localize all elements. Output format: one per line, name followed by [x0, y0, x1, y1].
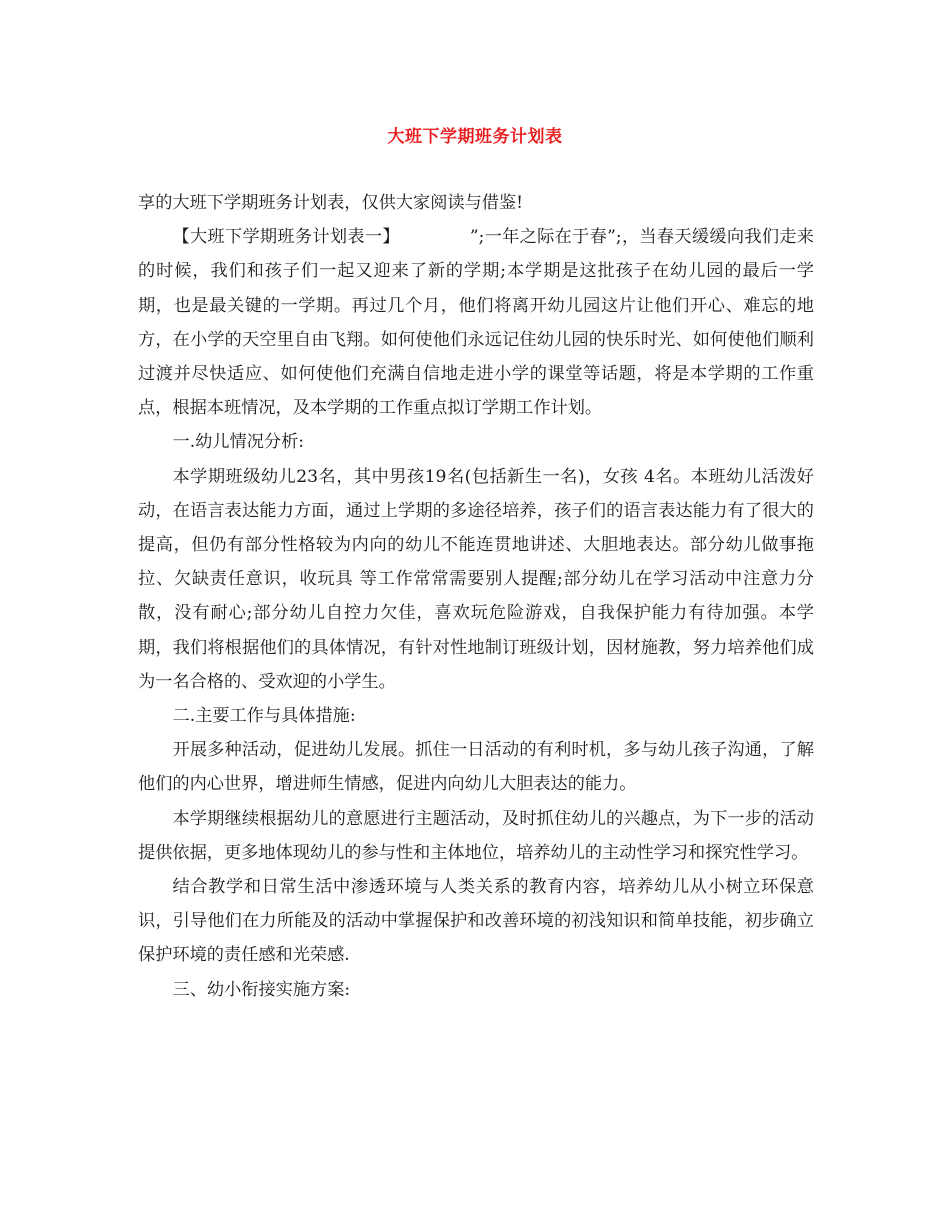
intro-paragraph [138, 186, 814, 220]
heading-main-work [138, 699, 814, 733]
child-analysis-paragraph [138, 460, 814, 699]
environment-paragraph [138, 870, 814, 973]
paragraph-text: ”;一年之际在于春”;，当春天缓缓向我们走来的时候，我们和孩子们一起又迎来了新的学期;本学期是这批孩子在幼儿园的最后一学期，也是最关键的一学期。再过几个月，他们将离开幼儿园这片让他们开心、难忘的地方，在小学的天空里自由飞翔。如何使他们永远记住幼儿园的快乐时光、如何使他们顺利过渡并尽快适应、如何使他们充满自信地走进小学的课堂等话题，将是本学期的工作重点，根据本班情况，及本学期的工作重点拟订学期工作计划。 [138, 227, 814, 419]
document-body [138, 186, 814, 1007]
heading-text: 二.主要工作与具体措施: [172, 706, 356, 727]
heading-child-analysis [138, 425, 814, 459]
heading-text: 一.幼儿情况分析: [172, 432, 305, 453]
paragraph-text: 开展多种活动，促进幼儿发展。抓住一日活动的有利时机，多与幼儿孩子沟通，了解他们的内心世界，增进师生情感，促进内向幼儿大胆表达的能力。 [138, 740, 814, 795]
heading-transition-plan [138, 973, 814, 1007]
heading-text: 三、幼小衔接实施方案: [172, 979, 351, 1000]
paragraph-text: 享的大班下学期班务计划表，仅供大家阅读与借鉴! [138, 193, 524, 213]
plan-intro-paragraph [138, 220, 814, 425]
document-title: 大班下学期班务计划表 [387, 127, 563, 147]
paragraph-text: 本学期班级幼儿23名，其中男孩19名(包括新生一名)，女孩 4名。本班幼儿活泼好动，在语言表达能力方面，通过上学期的多途径培养，孩子们的语言表达能力有了很大的提高，但仍有部分性格较为内向的幼儿不能连贯地讲述、大胆地表达。部分幼儿做事拖拉、欠缺责任意识，收玩具 等工作常常需要别人提醒;部分幼儿在学习活动中注意力分散，没有耐心;部分幼儿自控力欠佳，喜欢玩危险游戏，自我保护能力有待加强。本学期，我们将根据他们的具体情况，有针对性地制订班级计划，因材施教，努力培养他们成为一名合格的、受欢迎的小学生。 [138, 466, 814, 692]
section-heading-label: 【大班下学期班务计划表一】 [172, 227, 400, 248]
theme-activities-paragraph [138, 802, 814, 870]
paragraph-text: 结合教学和日常生活中渗透环境与人类关系的教育内容，培养幼儿从小树立环保意识，引导他们在力所能及的活动中掌握保护和改善环境的初浅知识和简单技能，初步确立保护环境的责任感和光荣感. [138, 877, 814, 966]
paragraph-text: 本学期继续根据幼儿的意愿进行主题活动，及时抓住幼儿的兴趣点，为下一步的活动提供依据，更多地体现幼儿的参与性和主体地位，培养幼儿的主动性学习和探究性学习。 [138, 808, 814, 863]
activities-paragraph [138, 733, 814, 801]
